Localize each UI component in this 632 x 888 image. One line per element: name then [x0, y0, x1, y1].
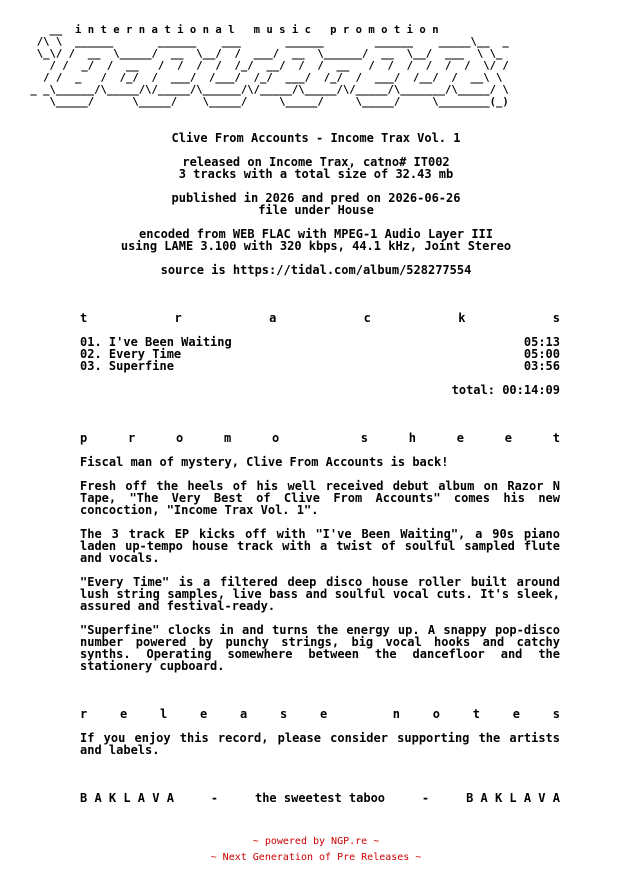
- release-notes-heading: [80, 708, 560, 720]
- notes-heading-letter: r: [80, 707, 88, 721]
- tagline-part: B A K L A V A: [80, 791, 174, 805]
- promo-heading-letter: p: [80, 431, 88, 445]
- promo-heading-letter: o: [176, 431, 184, 445]
- notes-heading-letter: e: [320, 707, 328, 721]
- notes-heading-letter: s: [280, 707, 288, 721]
- tagline: [80, 792, 560, 804]
- notes-heading-letter: t: [472, 707, 480, 721]
- promo-heading-letter: o: [272, 431, 280, 445]
- tracks-heading-letter: r: [174, 311, 182, 325]
- tracks-summary-line: 3 tracks with a total size of 32.43 mb: [178, 167, 454, 181]
- track-title: 01. I've Been Waiting: [80, 335, 232, 349]
- tracks-heading: [80, 312, 560, 324]
- tagline-part: the sweetest taboo: [254, 791, 386, 805]
- lame-line: using LAME 3.100 with 320 kbps, 44.1 kHz, Joint Stereo: [120, 239, 512, 253]
- release-notes-paragraph: If you enjoy this record, please consider supporting the artists and labels.: [80, 731, 560, 757]
- published-line: published in 2026 and pred on 2026-06-26: [171, 191, 461, 205]
- notes-heading-letter: s: [552, 707, 560, 721]
- promo-heading-letter: e: [456, 431, 464, 445]
- footer-powered-link[interactable]: ~ powered by NGP.re ~: [252, 836, 380, 847]
- genre-line: file under House: [258, 203, 374, 217]
- promo-heading-letter: m: [224, 431, 232, 445]
- promo-heading-letter: e: [504, 431, 512, 445]
- promo-heading-letter: s: [360, 431, 368, 445]
- notes-heading-letter: l: [160, 707, 168, 721]
- tagline-part: -: [210, 791, 219, 805]
- footer-tagline[interactable]: [0, 851, 632, 865]
- promo-paragraph: "Every Time" is a filtered deep disco house roller built around lush string samples, live bass and soulful vocal cuts. It's sleek, assured and festival-ready.: [80, 575, 560, 613]
- source-line: source is https://tidal.com/album/528277554: [160, 263, 472, 277]
- tracks-heading-letter: t: [80, 311, 88, 325]
- track-duration: 05:00: [523, 347, 560, 361]
- promo-paragraph: Fresh off the heels of his well received debut album on Razor N Tape, "The Very Best of Clive From Accounts" comes his new concoction, "Income Trax Vol. 1".: [80, 479, 560, 517]
- tracks-heading-letter: s: [552, 311, 560, 325]
- tracks-heading-letter: c: [363, 311, 371, 325]
- promo-paragraph: "Superfine" clocks in and turns the energy up. A snappy pop-disco number powered by punchy strings, big vocal hooks and catchy synths. Operating somewhere between the dancefloor and the stationery cupboard.: [80, 623, 560, 673]
- encoded-line: encoded from WEB FLAC with MPEG-1 Audio Layer III: [138, 227, 493, 241]
- total-duration: total: 00:14:09: [451, 383, 560, 397]
- footer-powered-by[interactable]: [0, 835, 632, 849]
- promo-heading-letter: h: [408, 431, 416, 445]
- notes-heading-letter: n: [392, 707, 400, 721]
- notes-heading-letter: e: [120, 707, 128, 721]
- tagline-part: B A K L A V A: [466, 791, 560, 805]
- track-duration: 03:56: [523, 359, 560, 373]
- tracks-heading-letter: a: [269, 311, 277, 325]
- tagline-part: -: [421, 791, 430, 805]
- notes-heading-letter: e: [200, 707, 208, 721]
- notes-heading-letter: a: [240, 707, 248, 721]
- tracks-heading-letter: k: [458, 311, 466, 325]
- track-title: 03. Superfine: [80, 359, 174, 373]
- track-row: [80, 360, 560, 372]
- track-duration: 05:13: [523, 335, 560, 349]
- release-info-line: released on Income Trax, catno# IT002: [182, 155, 450, 169]
- promo-paragraph: Fiscal man of mystery, Clive From Accounts is back!: [80, 455, 449, 469]
- footer-tagline-link[interactable]: ~ Next Generation of Pre Releases ~: [210, 852, 422, 863]
- ascii-logo: __ i n t e r n a t i o n a l m u s i c p r o m o t i o n /\ \ ______ ______ ___ ______ ______ _____\__ _ \_\/ / __ \_____/ __ \__/ / ___/ __ \______/ __ \__/ ___ \ \_ / / _/ / __ / / / / /_/ __/ / / __ / / / / / / \/ / / / _ / /_/ / ___/ /___/ /_/ ___/ /_/ / ___/ /__/ / __\ \ _ _\______/\_____/\/_____/\______/\/_____/\_____/\/_____/\_______/\_____/ \ \_____/ \_____/ \_____/ \_____/ \_____/ \________(_): [30, 24, 509, 108]
- notes-heading-letter: e: [512, 707, 520, 721]
- promo-heading-letter: r: [128, 431, 136, 445]
- track-title: 02. Every Time: [80, 347, 182, 361]
- release-title: Clive From Accounts - Income Trax Vol. 1: [171, 131, 461, 145]
- promo-heading: [80, 432, 560, 444]
- promo-heading-letter: t: [552, 431, 560, 445]
- promo-paragraph: The 3 track EP kicks off with "I've Been Waiting", a 90s piano laden up-tempo house track with a twist of soulful sampled flute and vocals.: [80, 527, 560, 565]
- notes-heading-letter: o: [432, 707, 440, 721]
